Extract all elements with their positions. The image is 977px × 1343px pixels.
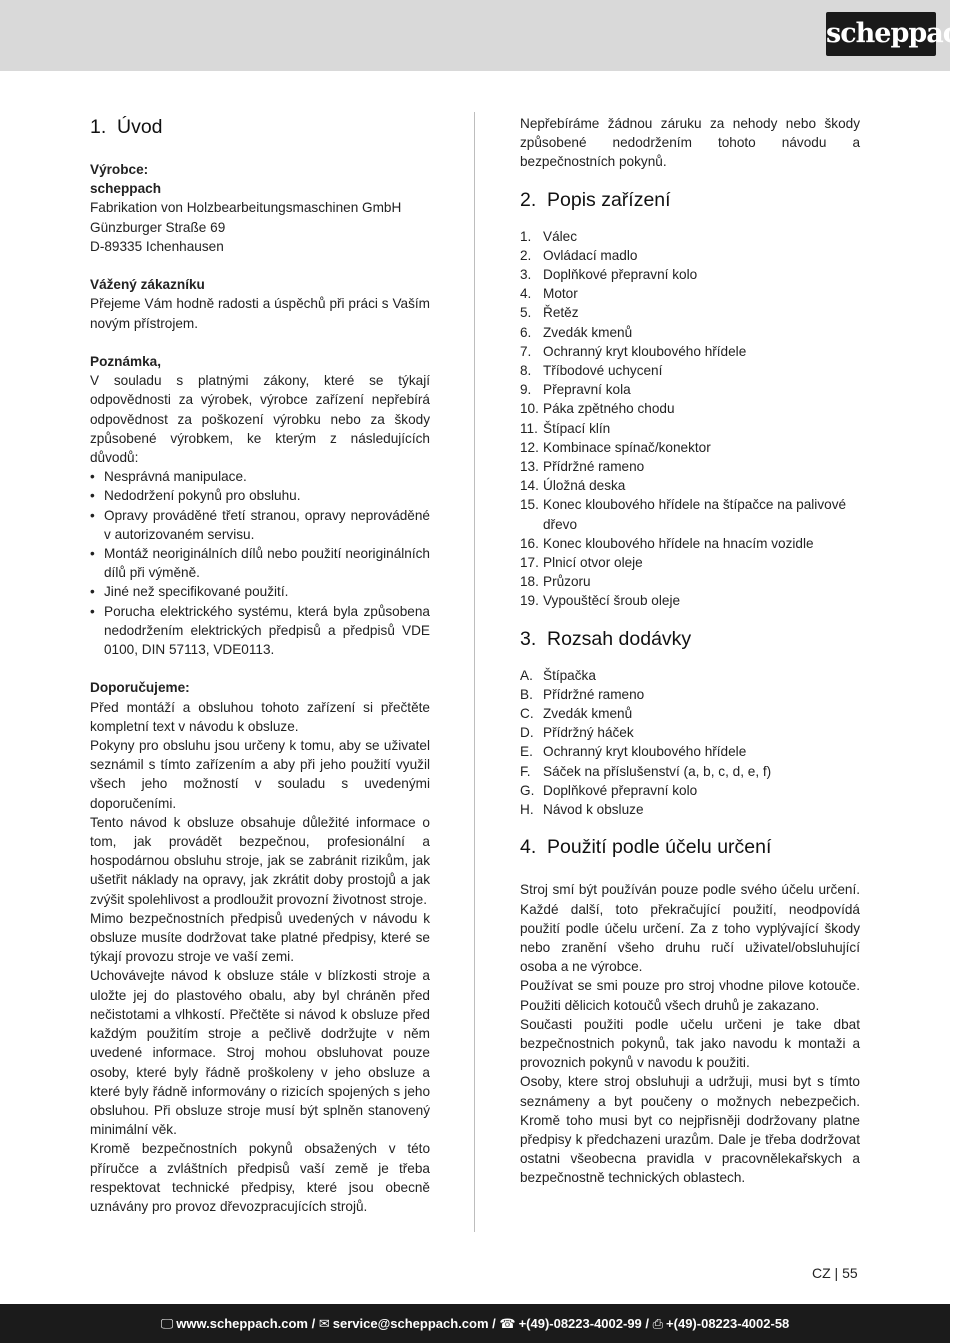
list-item: B. Přídržné rameno [520, 686, 645, 702]
heading-text: Rozsah dodávky [547, 627, 692, 650]
column-divider [474, 112, 475, 1232]
footer-website[interactable]: www.scheppach.com / [176, 1316, 316, 1331]
section-heading-intended-use [520, 834, 860, 860]
manufacturer-line: D-89335 Ichenhausen [90, 238, 224, 254]
list-item: 10. Páka zpětného chodu [520, 401, 675, 417]
list-item: 13. Přídržné rameno [520, 459, 645, 475]
heading-text: Popis zařízení [547, 188, 671, 211]
section-heading-intro [90, 114, 430, 140]
list-item: F. Sáček na příslušenství (a, b, c, d, e, f) [520, 763, 772, 779]
recommend-paragraph: Pokyny pro obsluhu jsou určeny k tomu, aby se uživatel seznámil s tímto zařízením a aby při jeho použití využil všech jeho možností v souladu s uvedenými doporučeními. [90, 738, 430, 811]
list-item: 2. Ovládací madlo [520, 247, 638, 263]
heading-number: 3. [520, 627, 537, 650]
heading-number: 4. [520, 836, 537, 859]
list-item: 19. Vypouštěcí šroub oleje [520, 593, 681, 609]
heading-text: Použití podle účelu určení [547, 836, 772, 859]
note-bullet-list [90, 467, 430, 659]
list-item: 6. Zvedák kmenů [520, 324, 633, 340]
list-item: 17. Plnicí otvor oleje [520, 555, 643, 571]
usage-paragraph: Používat se smi pouze pro stroj vhodne pilove kotouče. Použiti dělicich kotoučů všech druhů je zakazano. [520, 978, 860, 1013]
scheppach-logo: scheppach [826, 12, 936, 56]
list-item: 15. Konec kloubového hřídele na štípačce na palivové dřevo [520, 497, 847, 532]
liability-intro: Nepřebíráme žádnou záruku za nehody nebo škody způsobené nedodržením tohoto návodu a bezpečnostních pokynů. [520, 116, 860, 170]
fax-icon: ⎙ [652, 1316, 664, 1331]
monitor-icon: 🖵 [160, 1316, 174, 1331]
list-item: 18. Průzoru [520, 574, 591, 590]
note-text: V souladu s platnými zákony, které se týkají odpovědnosti za výrobek, výrobce zařízení nepřebírá odpovědnost za poškození výrobku nebo za škody způsobené výrobkem, ke kterým z následujících důvodů: [90, 373, 430, 466]
list-item: E. Ochranný kryt kloubového hřídele [520, 744, 747, 760]
page-header [0, 0, 977, 71]
list-item: D. Přídržný háček [520, 725, 634, 741]
recommend-paragraph: Před montáží a obsluhou tohoto zařízení si přečtěte kompletní text v návodu k obsluze. [90, 699, 430, 734]
list-item: 9. Přepravní kola [520, 382, 631, 398]
manufacturer-line: Fabrikation von Holzbearbeitungsmaschinen GmbH [90, 200, 402, 216]
list-item: 8. Tříbodové uchycení [520, 363, 663, 379]
list-item: 16. Konec kloubového hřídele na hnacím vozidle [520, 535, 814, 551]
right-column [520, 114, 860, 1188]
list-item: G. Doplňkové přepravní kolo [520, 782, 698, 798]
dear-customer-text: Přejeme Vám hodně radosti a úspěchů při práci s Vaším novým přístrojem. [90, 296, 430, 331]
list-item: • Jiné než specifikované použití. [90, 582, 430, 601]
footer-phone: +(49)-08223-4002-99 / [518, 1316, 650, 1331]
list-item: • Nedodržení pokynů pro obsluhu. [90, 486, 430, 505]
delivery-list [520, 666, 860, 820]
section-heading-description [520, 187, 860, 213]
list-item: 1. Válec [520, 228, 578, 244]
section-heading-delivery [520, 626, 860, 652]
dear-customer-label: Vážený zákazníku [90, 277, 205, 293]
list-item: 4. Motor [520, 286, 578, 302]
footer-fax: +(49)-08223-4002-58 [666, 1316, 790, 1331]
list-item: • Montáž neoriginálních dílů nebo použití neoriginálních dílů při výměně. [90, 544, 430, 582]
recommend-paragraph: Mimo bezpečnostních předpisů uvedených v návodu k obsluze musíte dodržovat take platné předpisy, které se týkají provozu stroje ve vaší zemi. [90, 910, 430, 965]
parts-list [520, 227, 860, 611]
footer-email[interactable]: service@scheppach.com / [332, 1316, 496, 1331]
manufacturer-line: Günzburger Straße 69 [90, 219, 226, 235]
usage-paragraph: Osoby, ktere stroj obsluhuji a udržuji, musi byt s tímto seznámeny a byt poučeny o možnych nebezpečich. Kromě toho musi byt co nejpřisněji dodržovany platne předpisy k předchazeni urazům. Dale je třeba dodržovat ostatni všeobecna pravidla v pracovnělekařskych a bezpečnostně technických oblastech. [520, 1074, 860, 1186]
page-number: CZ | 55 [812, 1265, 858, 1281]
list-item: 12. Kombinace spínač/konektor [520, 439, 711, 455]
list-item: A. Štípačka [520, 667, 596, 683]
envelope-icon: ✉ [318, 1316, 330, 1331]
list-item: 3. Doplňkové přepravní kolo [520, 267, 698, 283]
manufacturer-name: scheppach [90, 181, 162, 197]
list-item: 11. Štípací klín [520, 420, 611, 436]
page-footer [0, 1304, 950, 1343]
usage-paragraph: Stroj smí být používán pouze podle svého účelu určení. Každé další, toto překračující použití, neodpovídá použití podle účelu určení. Za z toho vyplývající škody nebo zranění všeho druhu ručí uživatel/obsluhující osoba a ne výrobce. [520, 882, 860, 975]
recommend-paragraph: Uchovávejte návod k obsluze stále v blízkosti stroje a uložte jej do plastového obalu, aby byl chráněn před nečistotami a vlhkostí. Přečtěte si návod k obsluze před každým použitím stroje a pečlivě dodržujte v něm uvedené informace. Stroj mohou obsluhovat pouze osoby, které byly řádně proškoleny v jeho obsluze a které byly řádně informovány o rizicích spojených s jeho obsluhou. Při obsluze stroje musí být splněn stanovený minimální věk. [90, 968, 430, 1138]
heading-text: Úvod [117, 116, 163, 138]
phone-icon: ☎ [499, 1316, 516, 1331]
recommend-paragraph: Tento návod k obsluze obsahuje důležité informace o tom, jak provádět bezpečnou, profesionální a hospodárnou obsluhu stroje, jak se zabránit rizikům, jak ušetřit náklady na opravy, jak zkrátit doby prostojů a jak zvýšit spolehlivost a prodloužit provozní životnost stroje. [90, 814, 430, 907]
list-item: • Opravy prováděné třetí stranou, opravy neprováděné v autorizovaném servisu. [90, 506, 430, 544]
recommend-label: Doporučujeme: [90, 680, 190, 696]
list-item: C. Zvedák kmenů [520, 706, 633, 722]
manufacturer-label: Výrobce: [90, 162, 149, 177]
list-item: • Nesprávná manipulace. [90, 467, 430, 486]
left-column [90, 114, 430, 1216]
list-item: 14. Úložná deska [520, 478, 626, 494]
usage-paragraph: Současti použiti podle učelu určeni je take dbat bezpečnostnich pokynů, tak jako navodu k montaži a provoznich pokynů v navodu k použiti. [520, 1016, 860, 1071]
list-item: 5. Řetěz [520, 305, 579, 321]
recommend-paragraph: Kromě bezpečnostních pokynů obsažených v této příručce a zvláštních předpisů vaší země je třeba respektovat technické předpisy, které jsou obecně uznávány pro provoz dřevozpracujících strojů. [90, 1141, 430, 1214]
note-label: Poznámka, [90, 354, 162, 369]
list-item: • Porucha elektrického systému, která byla způsobena nedodržením elektrických předpisů a předpisů VDE 0100, DIN 57113, VDE0113. [90, 602, 430, 660]
list-item: 7. Ochranný kryt kloubového hřídele [520, 343, 747, 359]
heading-number: 2. [520, 188, 537, 211]
list-item: H. Návod k obsluze [520, 802, 644, 818]
heading-number: 1. [90, 116, 107, 138]
